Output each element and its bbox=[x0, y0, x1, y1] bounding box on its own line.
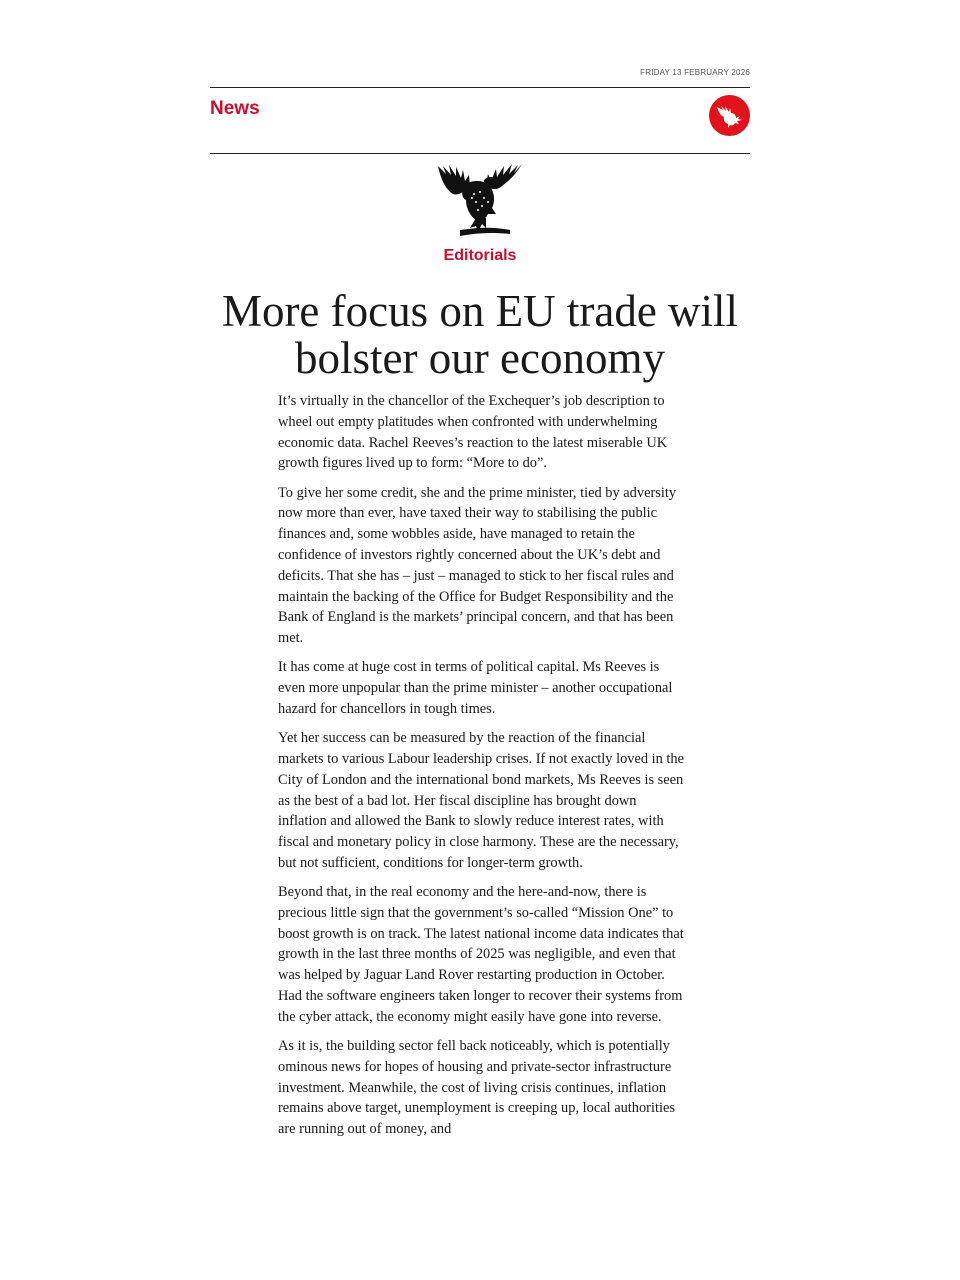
article-paragraph: It has come at huge cost in terms of political capital. Ms Reeves is even more unpopular than the prime minister – another occupational hazard for chancellors in tough times. bbox=[278, 659, 673, 717]
badge-eagle-svg bbox=[715, 101, 745, 131]
eagle-icon bbox=[436, 162, 524, 242]
article-paragraph: Beyond that, in the real economy and the here-and-now, there is precious little sign that the government’s so-called “Mission One” to boost growth is on track. The latest national income data indicates that growth in the last three months of 2025 was negligible, and even that was helped by Jaguar Land Rover restarting production in October. Had the software engineers taken longer to recover their systems from the cyber attack, the economy might easily have gone into reverse. bbox=[278, 884, 684, 1025]
section-label[interactable]: News bbox=[210, 98, 260, 119]
headline: More focus on EU trade will bolster our economy bbox=[221, 286, 739, 383]
article-body bbox=[278, 391, 684, 1148]
issue-date: FRIDAY 13 FEBRUARY 2026 bbox=[640, 68, 750, 77]
article-paragraph: Yet her success can be measured by the reaction of the financial markets to various Labour leadership crises. If not exactly loved in the City of London and the international bond markets, Ms Reeves is seen as the best of a bad lot. Her fiscal discipline has brought down inflation and allowed the Bank to slowly reduce interest rates, with fiscal and monetary policy in close harmony. These are the necessary, but not sufficient, conditions for longer-term growth. bbox=[278, 730, 685, 871]
header-top-rule bbox=[210, 87, 750, 88]
article-paragraph: To give her some credit, she and the prime minister, tied by adversity now more than ever, have taxed their way to stabilising the public finances and, some wobbles aside, have managed to retain the confidence of investors rightly concerned about the UK’s debt and deficits. That she has – just – managed to stick to her fiscal rules and maintain the backing of the Office for Budget Responsibility and the Bank of England is the markets’ principal concern, and that has been met. bbox=[278, 484, 677, 647]
article-paragraph: As it is, the building sector fell back noticeably, which is potentially ominous news for hopes of housing and private-sector infrastructure investment. Meanwhile, the cost of living crisis continues, inflation remains above target, unemployment is creeping up, local authorities are running out of money, and bbox=[278, 1038, 675, 1138]
article-paragraph: It’s virtually in the chancellor of the Exchequer’s job description to wheel out empty platitudes when confronted with underwhelming economic data. Rachel Reeves’s reaction to the latest miserable UK growth figures lived up to form: “More to do”. bbox=[278, 393, 668, 472]
masthead-eagle-svg bbox=[436, 162, 524, 242]
header-bottom-rule bbox=[210, 153, 750, 154]
kicker-editorials[interactable]: Editorials bbox=[443, 247, 517, 264]
eagle-icon[interactable] bbox=[709, 95, 750, 136]
